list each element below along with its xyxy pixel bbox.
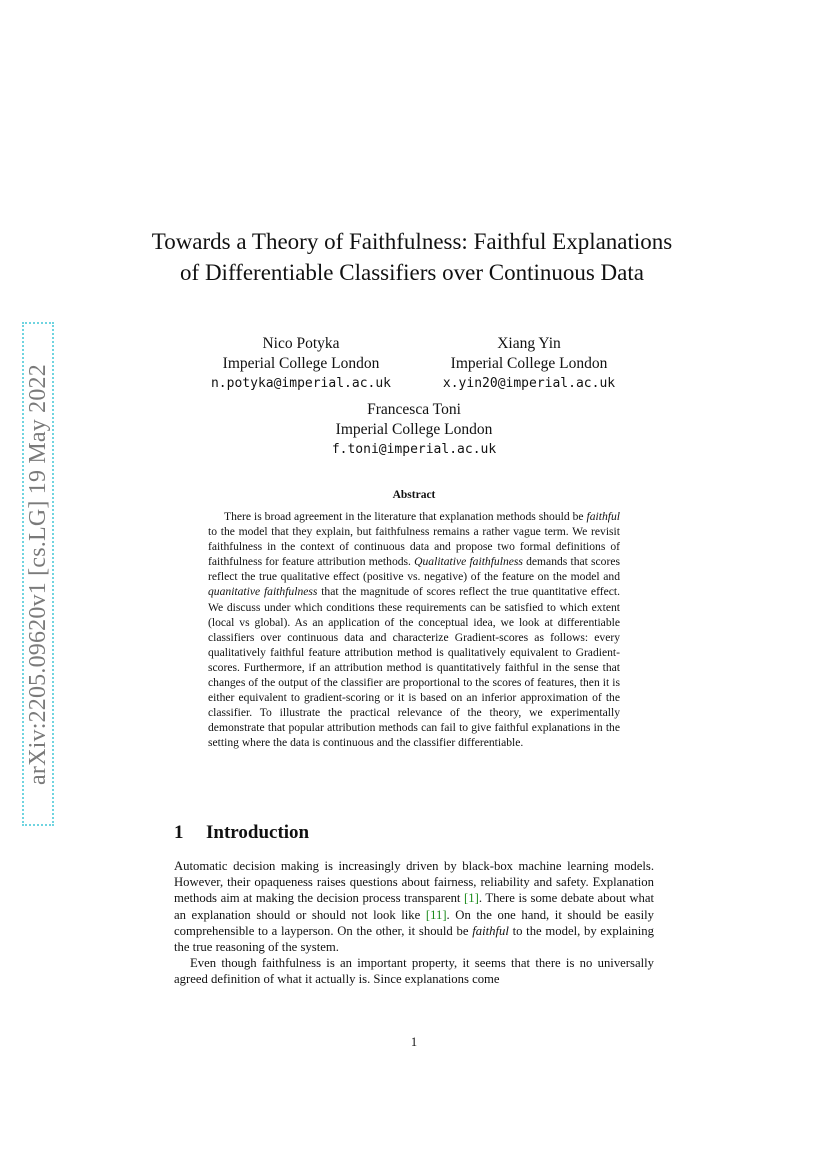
arxiv-identifier-text: arXiv:2205.09620v1 [cs.LG] 19 May 2022 — [24, 363, 51, 785]
abstract-heading: Abstract — [392, 489, 436, 501]
abstract-segment: that the magnitude of scores reflect the true quantitative effect. We discuss under which conditions these requirements can be satisfied to which extent (local vs global). As an application of the conceptual idea, we look at differentiable classifiers over continuous data and characterize Gradient-scores as follows: every qualitatively faithful feature attribution method is qualitatively equivalent to Gradient-scores. Furthermore, if an attribution method is quantitatively faithful in the sense that changes of the output of the classifier are proportional to the scores of features, then it is either equivalent to gradient-scoring or it is based on an inferior approximation of the classifier. To illustrate the practical relevance of the theory, we experimentally demonstrate that popular attribution methods can fail to give faithful explanations in the setting where the data is continuous and the classifier differentiable. — [208, 585, 620, 750]
abstract-emphasis: Qualitative faithfulness — [414, 555, 523, 569]
abstract-text — [208, 509, 620, 751]
author-email: n.potyka@imperial.ac.uk — [210, 376, 391, 391]
paper-title: Towards a Theory of Faithfulness: Faithful Explanations of Differentiable Classifiers over Continuous Data — [151, 229, 673, 285]
abstract-emphasis: faithful — [586, 510, 620, 523]
intro-text: to the model, by explaining the true reasoning of the system. — [174, 923, 654, 955]
citation-link[interactable]: [1] — [464, 891, 479, 906]
author-affiliation: Imperial College London — [222, 355, 380, 372]
intro-emphasis: faithful — [472, 923, 509, 938]
author-affiliation: Imperial College London — [450, 355, 608, 372]
author-email: x.yin20@imperial.ac.uk — [442, 376, 616, 391]
intro-text: . There is some debate about what an explanation should or should not look like — [174, 891, 654, 922]
author-name: Xiang Yin — [497, 335, 561, 352]
author-affiliation: Imperial College London — [335, 421, 493, 438]
section-heading-introduction — [174, 822, 309, 844]
intro-text: . On the one hand, it should be easily comprehensible to a layperson. On the other, it should be — [174, 907, 654, 938]
arxiv-identifier-stamp — [22, 322, 54, 826]
abstract-emphasis: quanitative faithfulness — [208, 585, 318, 599]
citation-link[interactable]: [11] — [425, 907, 447, 922]
abstract-segment: There is broad agreement in the literature that explanation methods should be — [224, 510, 587, 523]
author-block-3 — [314, 400, 514, 460]
section-title: Introduction — [206, 822, 310, 843]
abstract-segment: to the model that they explain, but faithfulness remains a rather vague term. We revisit faithfulness in the context of continuous data and propose two formal definitions of faithfulness for feature attribution methods. — [208, 525, 620, 569]
intro-text: Automatic decision making is increasingly driven by black-box machine learning models. However, their opaqueness raises questions about fairness, reliability and safety. Explanation methods aim at making the decision process transparent — [174, 859, 654, 906]
introduction-body — [174, 858, 654, 988]
intro-paragraph-1 — [174, 858, 654, 955]
page-number: 1 — [410, 1035, 418, 1049]
author-name: Francesca Toni — [367, 401, 461, 418]
author-name: Nico Potyka — [262, 335, 340, 352]
author-block-1 — [198, 334, 404, 394]
author-block-2 — [430, 334, 628, 394]
section-number: 1 — [174, 822, 184, 843]
intro-paragraph-2: Even though faithfulness is an important property, it seems that there is no universally agreed definition of what it actually is. Since explanations come — [174, 956, 654, 987]
author-email: f.toni@imperial.ac.uk — [331, 442, 497, 457]
abstract-segment: demands that scores reflect the true qualitative effect (positive vs. negative) of the feature on the model and — [208, 555, 620, 584]
